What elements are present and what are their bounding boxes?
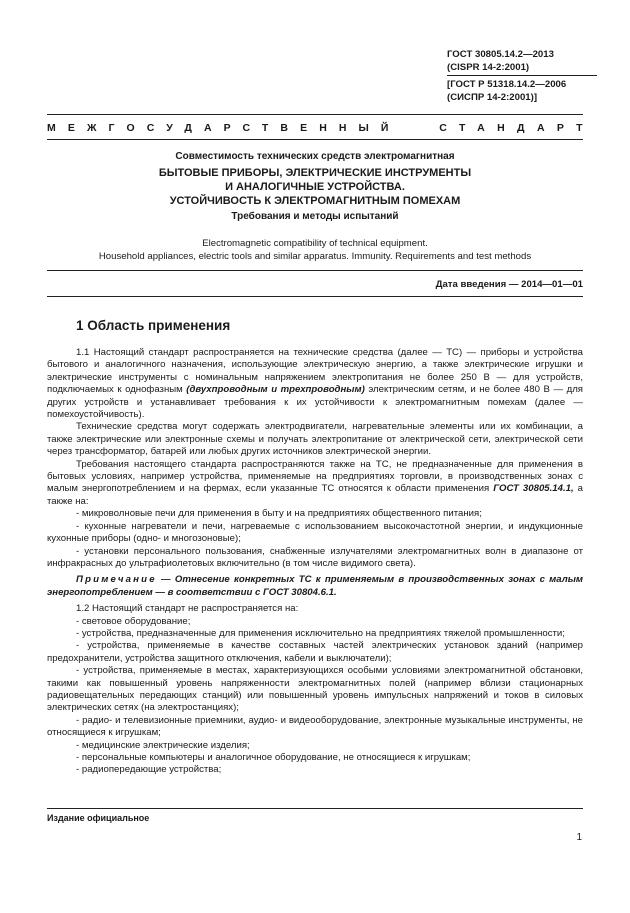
banner-bottom-rule xyxy=(47,139,583,140)
paragraph-nonhousehold: Требования настоящего стандарта распространяются также на ТС, не предназначенные для применения в бытовых условиях, например устройства, применяемые на предприятиях торговли, в производственных зонах с малым энергопотреблением и на фермах, если указанные ТС относятся к области применения ГОСТ 30805.14.1, а также на: xyxy=(47,458,583,507)
banner-word-standard: СТАНДАРТ xyxy=(439,122,595,134)
section-title: 1 Область применения xyxy=(76,318,231,333)
english-title-line-1: Electromagnetic compatibility of technical equipment. xyxy=(202,238,428,249)
designation-divider xyxy=(447,75,597,76)
date-bottom-rule xyxy=(47,296,583,297)
title-line-4: УСТОЙЧИВОСТЬ К ЭЛЕКТРОМАГНИТНЫМ ПОМЕХАМ xyxy=(169,195,461,207)
list-item: - радиопередающие устройства; xyxy=(76,764,222,776)
emphasis-wire-type: (двухпроводным и трехпроводным) xyxy=(186,384,365,396)
english-title-line-2: Household appliances, electric tools and similar apparatus. Immunity. Requirements and test methods xyxy=(98,251,532,262)
replaced-sispr-code: (СИСПР 14-2:2001)] xyxy=(447,92,538,103)
paragraph-1-2: 1.2 Настоящий стандарт не распространяется на: xyxy=(76,603,299,615)
title-line-2: БЫТОВЫЕ ПРИБОРЫ, ЭЛЕКТРИЧЕСКИЕ ИНСТРУМЕНТЫ xyxy=(158,167,472,179)
official-edition-label: Издание официальное xyxy=(47,813,150,823)
list-item: - устройства, применяемые в качестве составных частей электрических установок зданий (например предохранители, устройства защитного отключения, кабели и выключатели); xyxy=(47,640,583,664)
standard-designation-block xyxy=(447,48,597,104)
list-item: - радио- и телевизионные приемники, аудио- и видеооборудование, электронные музыкальные инструменты, не относящиеся к игрушкам; xyxy=(47,714,583,739)
note-paragraph: Примечание — Отнесение конкретных ТС к применяемым в производственных зонах с малым энергопотреблением — в соответствии с ГОСТ 30804.6.1. xyxy=(47,574,583,598)
title-line-3: И АНАЛОГИЧНЫЕ УСТРОЙСТВА. xyxy=(225,181,405,193)
list-item: - медицинские электрические изделия; xyxy=(76,739,250,751)
paragraph-motors: Технические средства могут содержать электродвигатели, нагревательные элементы или их комбинации, а также электрические или электронные схемы и получать электропитание от электрической сети, электрической сети через трансформатор, батарей или любых других источников электрической энергии. xyxy=(47,421,583,458)
replaced-standard-code: [ГОСТ Р 51318.14.2—2006 xyxy=(447,79,567,90)
list-item: - установки персонального пользования, снабженные излучателями электромагнитных волн в диапазоне от инфракрасных до ультрафиолетовых включительно (в том числе видимого света). xyxy=(47,545,583,569)
page-number: 1 xyxy=(576,832,582,843)
list-item: - микроволновые печи для применения в быту и на предприятиях общественного питания; xyxy=(76,508,482,520)
title-line-5: Требования и методы испытаний xyxy=(231,211,399,222)
standard-cispr-code: (CISPR 14-2:2001) xyxy=(447,62,530,73)
date-top-rule xyxy=(47,270,583,271)
footer-rule xyxy=(47,808,583,809)
paragraph-1-1: 1.1 Настоящий стандарт распространяется на технические средства (далее — ТС) — приборы и устройства бытового и аналогичного назначения, использующие электрическую энергию, а также электрические игрушки и электрические инструменты с номинальным напряжением электропитания не более 250 В — для устройств, подключаемых к однофазным (двухпроводным и трехпроводным) электрическим сетям, и не более 480 В — для других устройств и устанавливает требования к их устойчивости к электромагнитным помехам (далее — помехоустойчивость). xyxy=(47,347,583,421)
reference-gost-30805-14-1: ГОСТ 30805.14.1, xyxy=(493,483,574,495)
title-line-1: Совместимость технических средств электромагнитная xyxy=(175,151,455,162)
banner-word-interstate: МЕЖГОСУДАРСТВЕННЫЙ xyxy=(47,122,401,134)
list-item: - световое оборудование; xyxy=(76,615,191,627)
introduction-date: Дата введения — 2014—01—01 xyxy=(435,279,583,290)
section-body xyxy=(47,347,583,777)
list-item: - кухонные нагреватели и печи, нагреваемые с использованием высокочастотной энергии, и индукционные кухонные приборы (одно- и многозоновые); xyxy=(47,520,583,545)
list-item: - устройства, применяемые в местах, характеризующихся особыми условиями электромагнитной обстановки, такими как повышенный уровень напряженности электромагнитных полей (например вблизи стационарных радиовещательных передающих станций) или повышенный уровень импульсных напряжений и токов в силовых электрических сетях (на электростанциях); xyxy=(47,665,583,714)
standard-code: ГОСТ 30805.14.2—2013 xyxy=(447,49,554,60)
list-item: - персональные компьютеры и аналогичное оборудование, не относящиеся к игрушкам; xyxy=(76,752,471,763)
note-label: Примечание xyxy=(76,574,157,586)
top-rule xyxy=(47,114,583,115)
list-item: - устройства, предназначенные для применения исключительно на предприятиях тяжелой промышленности; xyxy=(76,627,565,639)
